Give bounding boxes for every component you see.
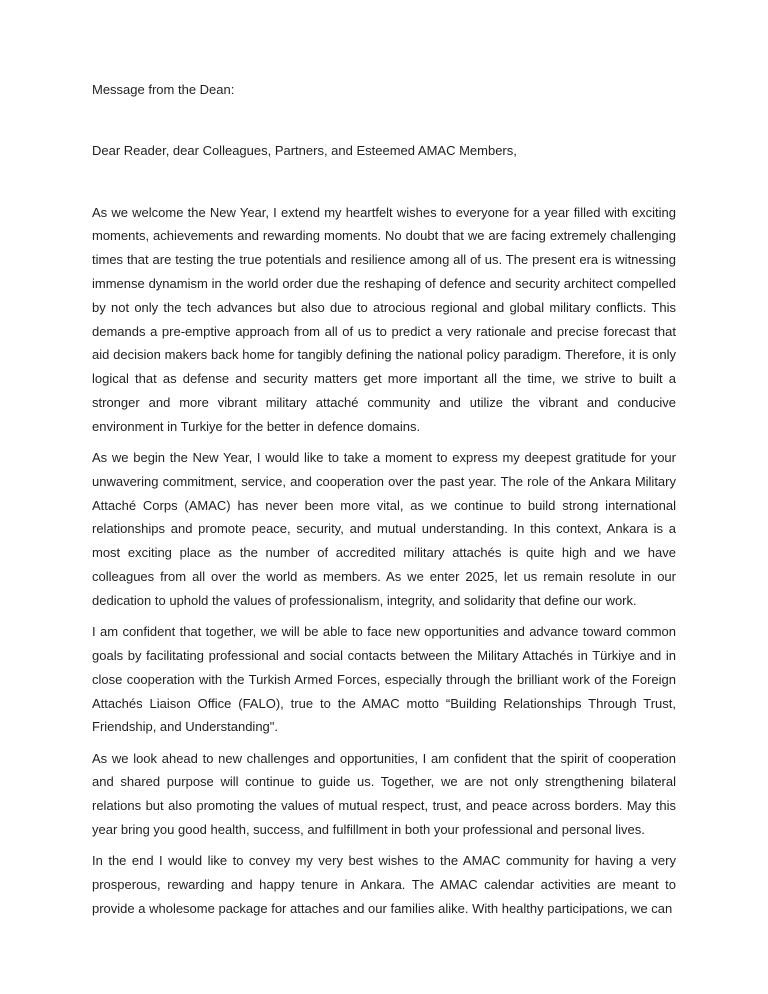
paragraph-5: In the end I would like to convey my very best wishes to the AMAC community for having a very prosperous, rewarding and happy tenure in Ankara. The AMAC calendar activities are meant to provide a wholesome package for attaches and our families alike. With healthy participations, we can bbox=[92, 853, 676, 916]
paragraph-1: As we welcome the New Year, I extend my heartfelt wishes to everyone for a year filled with exciting moments, achievements and rewarding moments. No doubt that we are facing extremely challenging times that are testing the true potentials and resilience among all of us. The present era is witnessing immense dynamism in the world order due the reshaping of defence and security architect compelled by not only the tech advances but also due to atrocious regional and global military conflicts. This demands a pre-emptive approach from all of us to predict a very rationale and precise forecast that aid decision makers back home for tangibly defining the national policy paradigm. Therefore, it is only logical that as defense and security matters get more important all the time, we strive to built a stronger and more vibrant military attaché community and utilize the vibrant and conducive environment in Turkiye for the better in defence domains. bbox=[92, 204, 676, 434]
paragraph-3: I am confident that together, we will be able to face new opportunities and advance toward common goals by facilitating professional and social contacts between the Military Attachés in Türkiye and in close cooperation with the Turkish Armed Forces, especially through the brilliant work of the Foreign Attachés Liaison Office (FALO), true to the AMAC motto “Building Relationships Through Trust, Friendship, and Understanding". bbox=[92, 624, 676, 735]
salutation-line: Dear Reader, dear Colleagues, Partners, and Esteemed AMAC Members, bbox=[92, 142, 517, 158]
document-heading: Message from the Dean: bbox=[92, 82, 235, 97]
paragraph-2: As we begin the New Year, I would like to take a moment to express my deepest gratitude for your unwavering commitment, service, and cooperation over the past year. The role of the Ankara Military Attaché Corps (AMAC) has never been more vital, as we continue to build strong international relationships and promote peace, security, and mutual understanding. In this context, Ankara is a most exciting place as the number of accredited military attachés is quite high and we have colleagues from all over the world as members. As we enter 2025, let us remain resolute in our dedication to uphold the values of professionalism, integrity, and solidarity that define our work. bbox=[92, 450, 676, 608]
paragraph-4: As we look ahead to new challenges and opportunities, I am confident that the spirit of cooperation and shared purpose will continue to guide us. Together, we are not only strengthening bilateral relations but also promoting the values of mutual respect, trust, and peace across borders. May this year bring you good health, success, and fulfillment in both your professional and personal lives. bbox=[92, 750, 676, 838]
